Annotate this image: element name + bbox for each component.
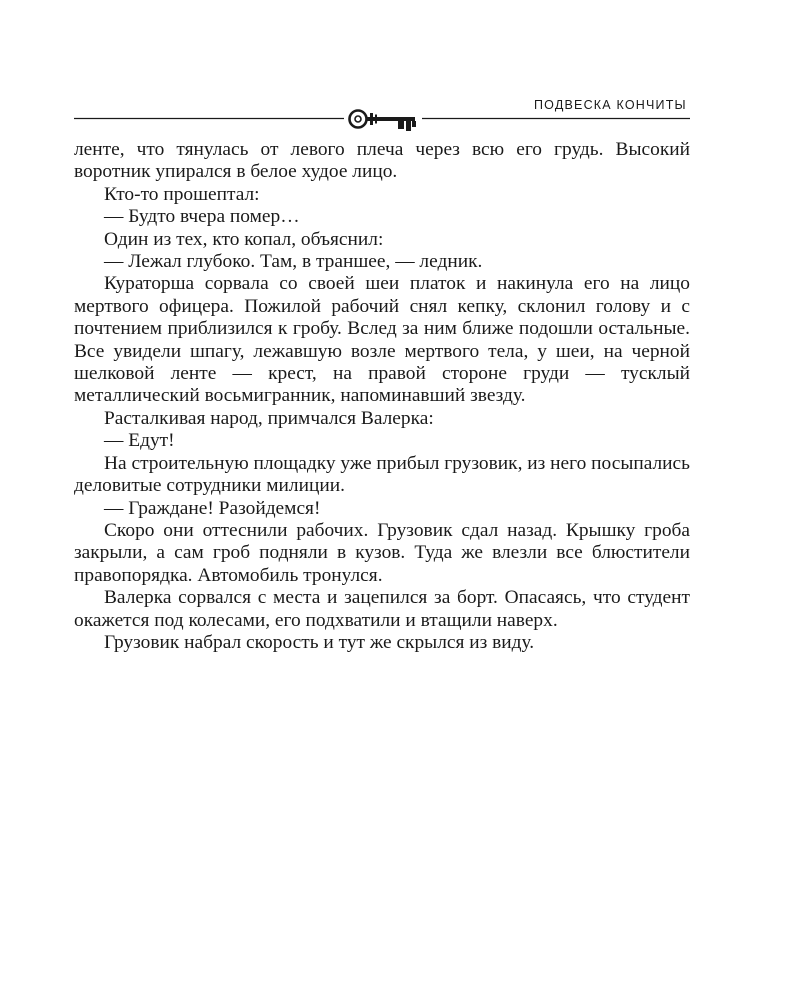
paragraph: — Будто вчера помер… bbox=[104, 206, 300, 228]
paragraph: — Граждане! Разойдемся! bbox=[104, 497, 321, 519]
paragraph: Грузовик набрал скорость и тут же скрылся из виду. bbox=[104, 631, 535, 653]
paragraph: — Лежал глубоко. Там, в траншее, — ледник. bbox=[104, 251, 483, 273]
paragraph: Скоро они оттеснили рабочих. Грузовик сдал назад. Крышку гроба закрыли, а сам гроб подняли в кузов. Туда же влезли все блюстители правопорядка. Автомобиль тронулся. bbox=[74, 519, 690, 586]
key-icon bbox=[350, 111, 417, 132]
running-head-title: ПОДВЕСКА КОНЧИТЫ bbox=[534, 98, 687, 112]
paragraph: Валерка сорвался с места и зацепился за борт. Опасаясь, что студент окажется под колесами, его подхватили и втащили наверх. bbox=[74, 587, 690, 631]
paragraph: Расталкивая народ, примчался Валерка: bbox=[104, 407, 434, 429]
paragraph: Один из тех, кто копал, объяснил: bbox=[104, 228, 384, 250]
paragraph: — Едут! bbox=[104, 430, 175, 452]
header-rule bbox=[0, 104, 800, 134]
paragraph: Кураторша сорвала со своей шеи платок и накинула его на лицо мертвого офицера. Пожилой рабочий снял кепку, склонил голову и с почтением приблизился к гробу. Вслед за ним ближе подошли остальные. Все увидели шпагу, лежавшую возле мертвого тела, у шеи, на черной шелковой ленте — крест, на правой стороне груди — тусклый металлический восьмигранник, напоминавший звезду. bbox=[74, 273, 690, 407]
paragraph: Кто-то прошептал: bbox=[104, 183, 260, 205]
paragraph: На строительную площадку уже прибыл грузовик, из него посыпались деловитые сотрудники милиции. bbox=[74, 452, 690, 497]
paragraph: ленте, что тянулась от левого плеча через всю его грудь. Высокий воротник упирался в белое худое лицо. bbox=[74, 139, 690, 183]
body-text bbox=[74, 139, 690, 654]
